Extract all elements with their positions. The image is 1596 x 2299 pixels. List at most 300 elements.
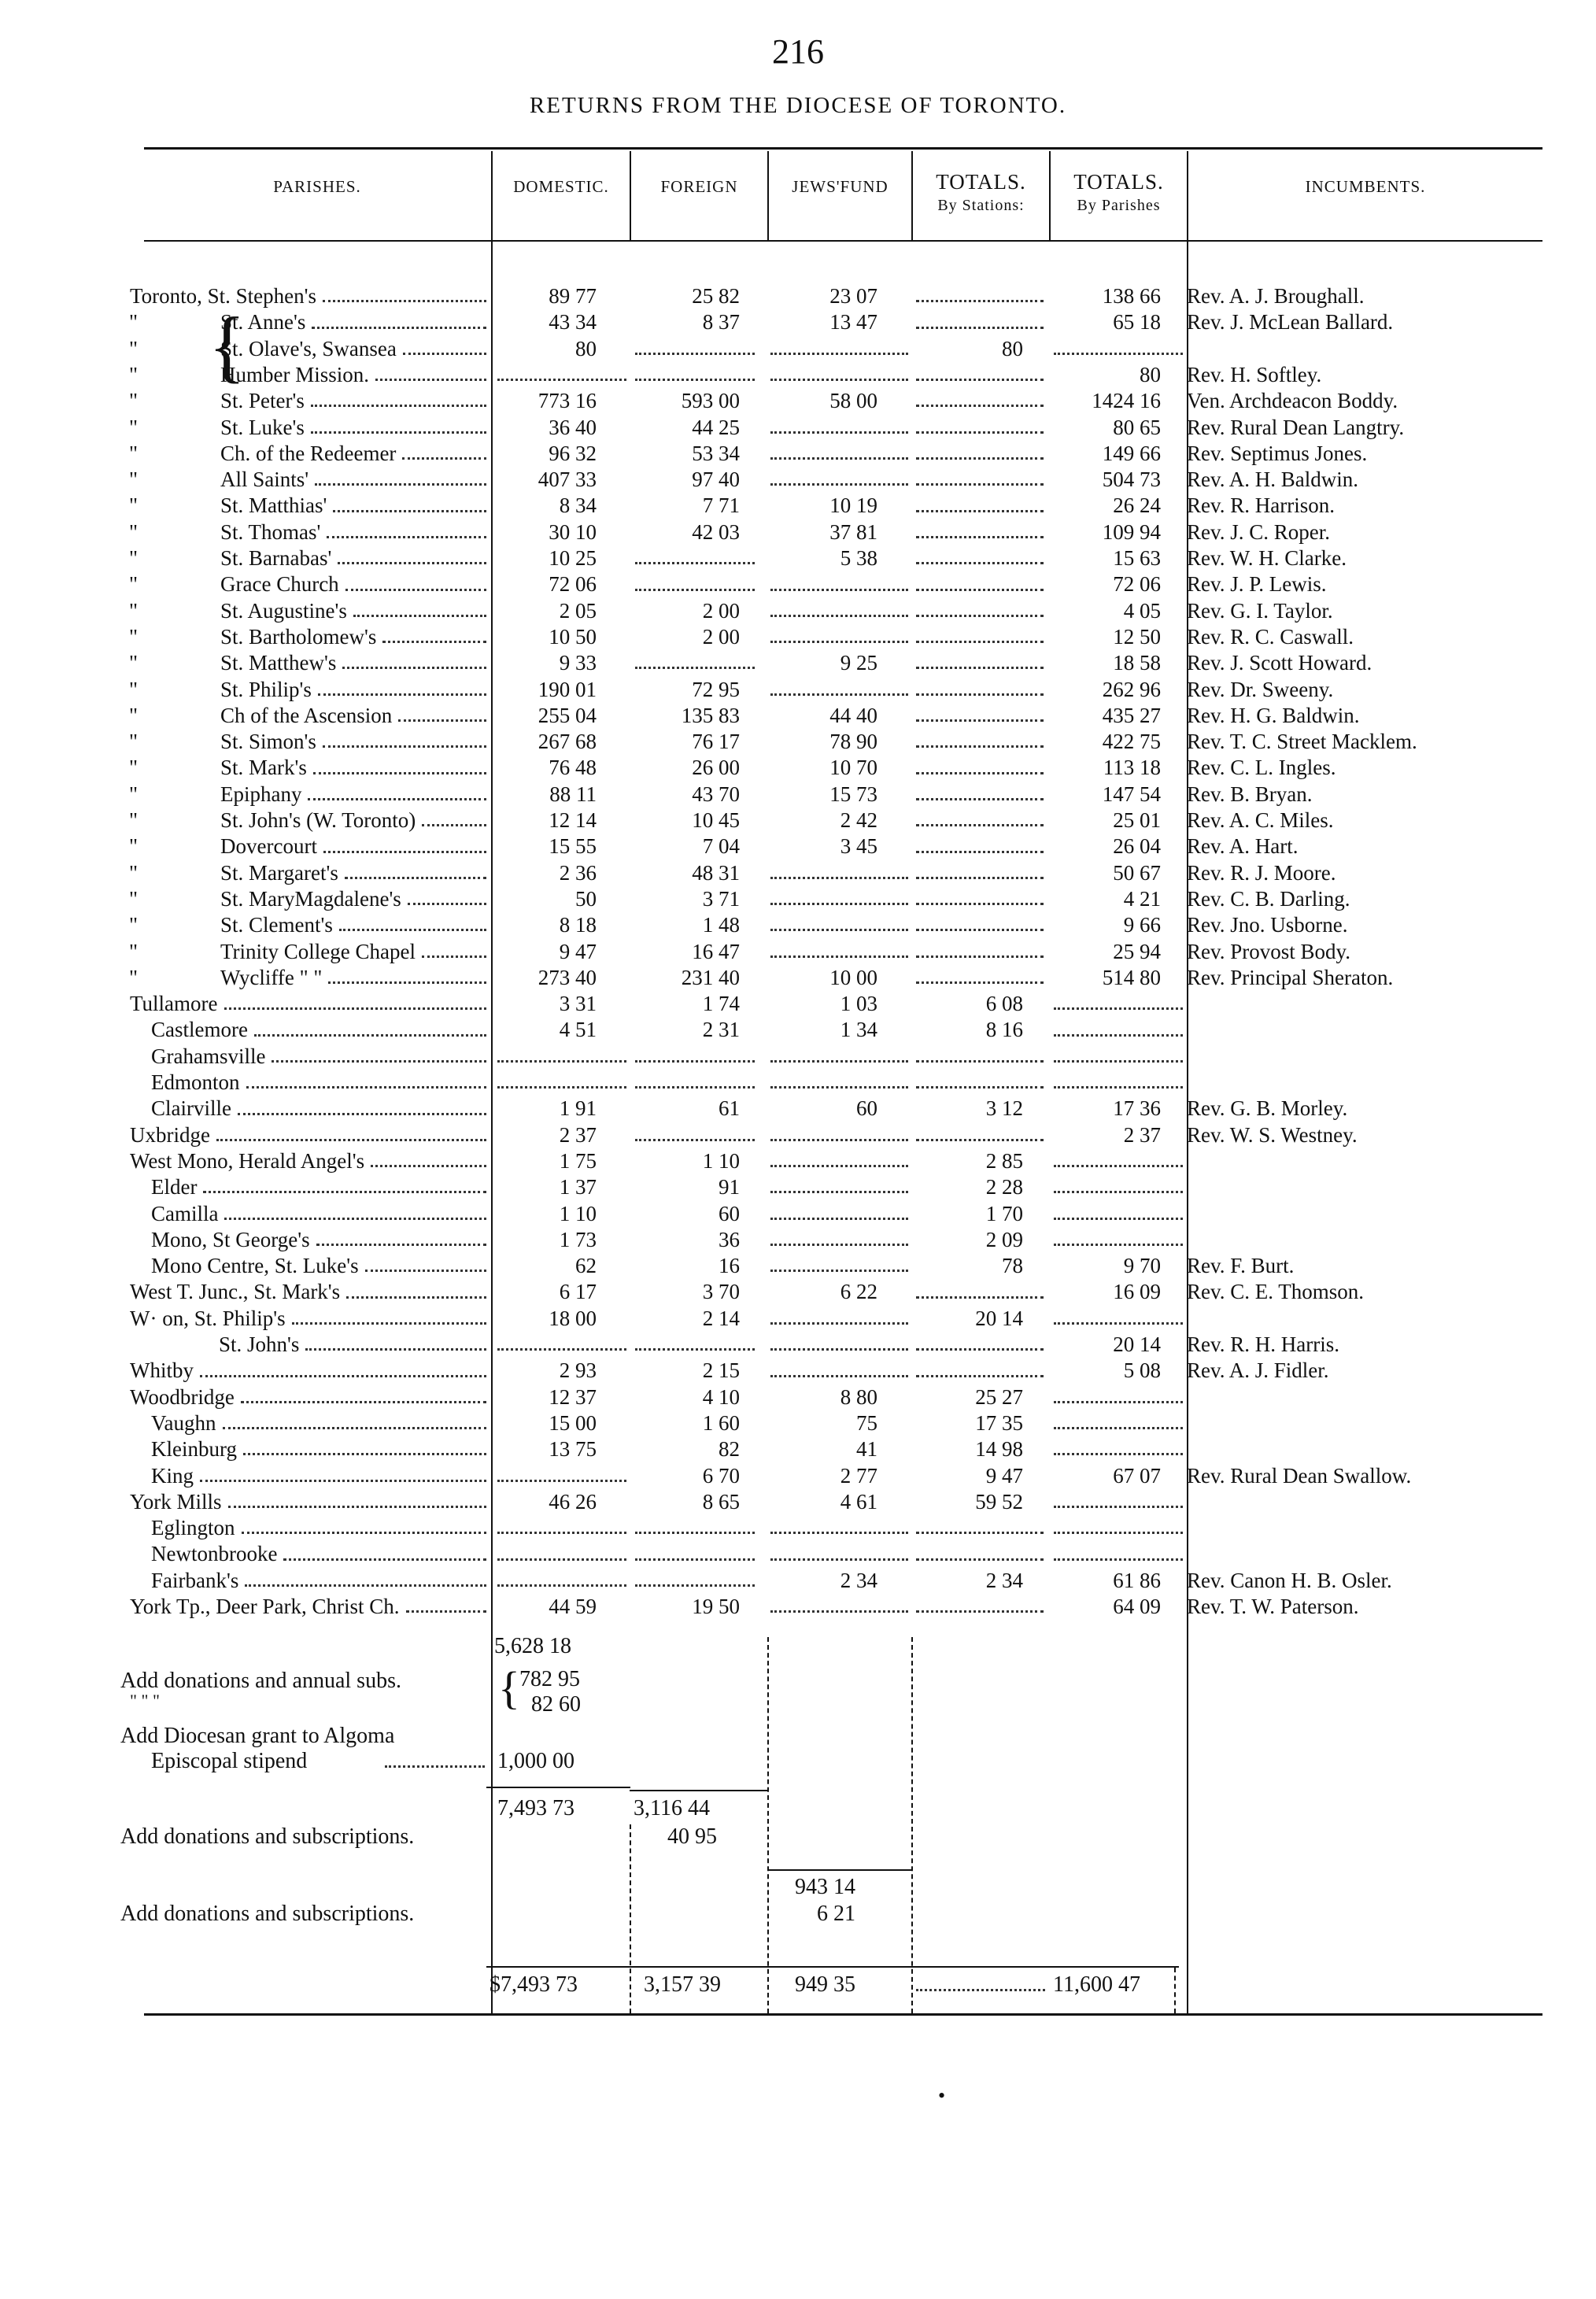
jews-leader [767, 1358, 911, 1384]
header-jews-fund: JEWS'FUND [792, 177, 889, 196]
header-totals-parishes [1051, 170, 1187, 217]
jews-donations-label: Add donations and subscriptions. [120, 1902, 415, 1926]
incumbent-name: Rev. W. S. Westney. [1187, 1122, 1358, 1147]
domestic-value: 12 37 [549, 1384, 597, 1409]
header-totals-parishes-sub: By Parishes [1077, 197, 1161, 214]
parish-name: St. Simon's [220, 730, 316, 754]
header-incumbents: INCUMBENTS. [1305, 177, 1426, 196]
parish-name: York Mills [130, 1489, 222, 1514]
parish-name: St. Philip's [220, 677, 312, 701]
ditto-mark: " [129, 651, 139, 675]
name-leader [308, 309, 490, 335]
foreign-leader [632, 545, 758, 571]
donations-brace: { [498, 1662, 520, 1713]
donations-ditto: " " " [130, 1691, 160, 1710]
foreign-value: 231 40 [681, 965, 740, 989]
name-leader [323, 519, 490, 545]
stations-leader [913, 1594, 1047, 1620]
stations-value: 8 16 [985, 1018, 1023, 1042]
parishes-value: 25 94 [1113, 939, 1161, 963]
foreign-value: 36 [719, 1227, 740, 1251]
parishes-leader [1051, 1044, 1186, 1070]
table-row [0, 1070, 1596, 1096]
table-row [0, 1568, 1596, 1594]
foreign-value: 53 34 [692, 441, 740, 465]
stations-value: 20 14 [975, 1306, 1023, 1330]
name-leader [238, 1384, 490, 1410]
stations-value: 78 [1002, 1254, 1023, 1278]
incumbent-name: Rev. R. C. Caswall. [1187, 624, 1354, 649]
domestic-leader [494, 1515, 630, 1541]
parish-name: St. Bartholomew's [220, 624, 377, 649]
foreign-value: 48 31 [692, 860, 740, 885]
table-row [0, 1489, 1596, 1515]
foreign-value: 593 00 [681, 389, 740, 413]
parishes-value: 26 24 [1113, 493, 1161, 518]
stations-leader [913, 833, 1047, 859]
foreign-value: 1 48 [702, 913, 740, 937]
parish-name: St. Margaret's [220, 860, 338, 885]
top-rule [144, 147, 1542, 150]
name-leader [302, 1332, 490, 1358]
parishes-leader [1051, 1384, 1186, 1410]
ditto-mark: " [129, 468, 139, 492]
jews-leader [767, 886, 911, 912]
jews-value: 10 70 [829, 756, 877, 780]
table-row [0, 336, 1596, 362]
table-row [0, 677, 1596, 703]
table-row [0, 1332, 1596, 1358]
table-row [0, 545, 1596, 571]
foreign-value: 3 71 [702, 886, 740, 911]
donations-label: Add donations and annual subs. [120, 1669, 401, 1693]
jews-leader [767, 1253, 911, 1279]
parish-name: St. Anne's [220, 310, 306, 335]
group-brace: { [209, 301, 246, 391]
jews-value: 5 38 [840, 546, 877, 570]
jews-leader [767, 1044, 911, 1070]
parishes-leader [1051, 1201, 1186, 1227]
incumbent-name: Rev. G. I. Taylor. [1187, 598, 1333, 623]
parish-name: St. Clement's [220, 913, 333, 937]
name-leader [221, 1201, 490, 1227]
name-leader [289, 1306, 490, 1332]
table-row [0, 283, 1596, 309]
ditto-mark: " [129, 362, 139, 386]
jews-leader [767, 1174, 911, 1200]
incumbent-name: Rev. Provost Body. [1187, 939, 1351, 963]
parishes-value: 9 70 [1123, 1254, 1161, 1278]
name-leader [251, 1017, 490, 1043]
stations-leader [913, 729, 1047, 755]
table-row [0, 624, 1596, 650]
parish-name: Uxbridge [130, 1122, 210, 1147]
name-leader [268, 1044, 490, 1070]
parish-name: Whitby [130, 1358, 194, 1383]
name-leader [200, 1174, 490, 1200]
domestic-value: 9 47 [559, 939, 597, 963]
jews-value: 44 40 [829, 703, 877, 727]
jews-subtotal: 943 14 [795, 1875, 855, 1899]
stations-leader [913, 493, 1047, 519]
foreign-leader [632, 650, 758, 676]
ditto-mark: " [129, 939, 139, 963]
parish-name: Newtonbrooke [151, 1542, 278, 1566]
incumbent-name: Rev. A. Hart. [1187, 834, 1299, 859]
table-row [0, 1122, 1596, 1148]
ditto-mark: " [129, 965, 139, 989]
jews-leader [767, 1227, 911, 1253]
table-row [0, 1384, 1596, 1410]
foreign-leader [632, 1541, 758, 1567]
ditto-mark: " [129, 756, 139, 780]
parishes-leader [1051, 1515, 1186, 1541]
header-foreign: FOREIGN [660, 177, 738, 196]
table-row [0, 1463, 1596, 1489]
parish-name: King [151, 1463, 194, 1488]
incumbent-name: Rev. C. L. Ingles. [1187, 756, 1336, 780]
table-row [0, 1541, 1596, 1567]
jews-value: 8 80 [840, 1384, 877, 1409]
domestic-value: 255 04 [538, 703, 597, 727]
jews-leader [767, 1306, 911, 1332]
parish-name: St. Luke's [220, 415, 305, 439]
jews-leader [767, 441, 911, 467]
ditto-mark: " [129, 782, 139, 806]
stations-leader [913, 1541, 1047, 1567]
domestic-value: 44 59 [549, 1595, 597, 1618]
parish-name: St. Matthew's [220, 651, 337, 675]
table-row [0, 571, 1596, 597]
jews-leader [767, 860, 911, 886]
domestic-value: 30 10 [549, 519, 597, 544]
incumbent-name: Rev. C. E. Thomson. [1187, 1280, 1365, 1304]
foreign-value: 8 37 [702, 310, 740, 335]
ditto-mark: " [129, 415, 139, 439]
name-leader [339, 650, 490, 676]
name-leader [243, 1070, 490, 1096]
stations-value: 59 52 [975, 1489, 1023, 1514]
incumbent-name: Rev. Canon H. B. Osler. [1187, 1568, 1392, 1592]
domestic-value: 12 14 [549, 808, 597, 832]
domestic-value: 1 37 [559, 1175, 597, 1199]
incumbent-name: Rev. R. Harrison. [1187, 493, 1335, 518]
stations-leader [913, 703, 1047, 729]
jews-value: 4 61 [840, 1489, 877, 1514]
incumbent-name: Rev. R. H. Harris. [1187, 1332, 1339, 1356]
table-row [0, 912, 1596, 938]
domestic-value: 15 00 [549, 1410, 597, 1435]
domestic-value: 190 01 [538, 677, 597, 701]
domestic-value: 36 40 [549, 415, 597, 439]
parish-name: All Saints' [220, 468, 309, 492]
foreign-value: 7 71 [702, 493, 740, 518]
parishes-leader [1051, 1436, 1186, 1462]
name-leader [399, 441, 490, 467]
foreign-value: 1 10 [702, 1148, 740, 1173]
name-leader [313, 1227, 490, 1253]
jews-leader [767, 362, 911, 388]
parish-name: Ch of the Ascension [220, 703, 393, 727]
table-row [0, 1358, 1596, 1384]
table-row [0, 415, 1596, 441]
incumbent-name: Rev. Principal Sheraton. [1187, 965, 1394, 989]
parish-name: York Tp., Deer Park, Christ Ch. [130, 1595, 400, 1618]
domestic-value: 1 73 [559, 1227, 597, 1251]
header-totals-stations [913, 170, 1049, 217]
grand-total-foreign: 3,157 39 [644, 1972, 721, 1997]
name-leader [400, 336, 490, 362]
subtotal-domestic: 5,628 18 [494, 1634, 571, 1658]
domestic-value: 46 26 [549, 1489, 597, 1514]
foreign-donations-label: Add donations and subscriptions. [120, 1824, 415, 1849]
grand-total-jews: 949 35 [795, 1972, 855, 1997]
jews-value: 10 19 [829, 493, 877, 518]
jews-value: 60 [856, 1096, 877, 1121]
foreign-value: 82 [719, 1437, 740, 1462]
table-row [0, 729, 1596, 755]
jews-value: 1 03 [840, 992, 877, 1016]
page-speck: • [938, 2084, 946, 2107]
parishes-leader [1051, 991, 1186, 1017]
foreign-value: 76 17 [692, 730, 740, 754]
header-totals-stations-sub: By Stations: [937, 197, 1025, 214]
name-leader [379, 624, 490, 650]
incumbent-name: Rev. G. B. Morley. [1187, 1096, 1348, 1121]
algoma-label-2: Episcopal stipend [151, 1749, 308, 1773]
parishes-value: 61 86 [1113, 1568, 1161, 1592]
domestic-value: 18 00 [549, 1306, 597, 1330]
name-leader [325, 965, 490, 991]
incumbent-name: Rev. H. G. Baldwin. [1187, 703, 1360, 727]
table-row [0, 388, 1596, 414]
parish-name: Camilla [151, 1201, 219, 1225]
stations-leader [913, 782, 1047, 808]
domestic-leader [494, 1044, 630, 1070]
foreign-leader [632, 1568, 758, 1594]
table-row [0, 598, 1596, 624]
name-leader [225, 1489, 490, 1515]
stations-leader [913, 860, 1047, 886]
jews-leader [767, 1201, 911, 1227]
algoma-leader [382, 1749, 488, 1775]
ditto-mark: " [129, 519, 139, 544]
foreign-donations-value: 40 95 [667, 1824, 717, 1849]
parishes-leader [1051, 1148, 1186, 1174]
domestic-value: 8 34 [559, 493, 597, 518]
name-leader [308, 388, 490, 414]
stations-value: 80 [1002, 336, 1023, 360]
stations-leader [913, 1358, 1047, 1384]
foreign-value: 8 65 [702, 1489, 740, 1514]
parishes-value: 422 75 [1102, 730, 1161, 754]
stations-leader [913, 545, 1047, 571]
foreign-value: 26 00 [692, 756, 740, 780]
parish-name: West T. Junc., St. Mark's [130, 1280, 341, 1304]
domestic-value: 96 32 [549, 441, 597, 465]
page-number: 216 [772, 32, 824, 71]
jews-leader [767, 571, 911, 597]
name-leader [343, 1279, 490, 1305]
jews-leader [767, 677, 911, 703]
jews-leader [767, 415, 911, 441]
donation-value-1: 782 95 [519, 1667, 580, 1691]
stations-value: 17 35 [975, 1410, 1023, 1435]
table-row [0, 1306, 1596, 1332]
parishes-leader [1051, 1017, 1186, 1043]
total-rule [486, 1966, 1179, 1968]
parishes-value: 9 66 [1123, 913, 1161, 937]
name-leader [342, 571, 490, 597]
foreign-value: 43 70 [692, 782, 740, 806]
ditto-mark: " [129, 598, 139, 623]
stations-leader [913, 598, 1047, 624]
col-sep-domestic-body [630, 1824, 631, 2013]
parishes-leader [1051, 1070, 1186, 1096]
table-row [0, 755, 1596, 781]
incumbent-name: Rev. J. P. Lewis. [1187, 572, 1327, 597]
foreign-leader [632, 1515, 758, 1541]
foreign-value: 2 00 [702, 624, 740, 649]
table-row [0, 1017, 1596, 1043]
domestic-leader [494, 1332, 630, 1358]
stations-leader [913, 1515, 1047, 1541]
parish-name: Grahamsville [151, 1044, 266, 1068]
ditto-mark: " [129, 572, 139, 597]
ditto-mark: " [129, 913, 139, 937]
parish-name: St. Augustine's [220, 598, 347, 623]
incumbent-name: Rev. Septimus Jones. [1187, 441, 1368, 465]
incumbent-name: Rev. Jno. Usborne. [1187, 913, 1348, 937]
incumbent-name: Rev. F. Burt. [1187, 1254, 1295, 1278]
domestic-value: 2 05 [559, 598, 597, 623]
stations-value: 3 12 [985, 1096, 1023, 1121]
table-row [0, 467, 1596, 493]
stations-leader [913, 939, 1047, 965]
name-leader [334, 545, 490, 571]
foreign-value: 60 [719, 1201, 740, 1225]
col-sep-foreign-body [767, 1637, 769, 2013]
incumbent-name: Rev. A. J. Broughall. [1187, 284, 1365, 308]
stations-value: 9 47 [985, 1463, 1023, 1488]
jews-donations-value: 6 21 [817, 1902, 855, 1926]
stations-leader [913, 415, 1047, 441]
name-leader [320, 833, 490, 859]
parishes-value: 113 18 [1103, 756, 1161, 780]
domestic-value: 89 77 [549, 284, 597, 308]
name-leader [419, 808, 490, 833]
parish-name: Edmonton [151, 1070, 240, 1094]
parish-name: Tullamore [130, 992, 218, 1016]
foreign-value: 10 45 [692, 808, 740, 832]
table-row [0, 650, 1596, 676]
domestic-value: 10 50 [549, 624, 597, 649]
foreign-value: 3 70 [702, 1280, 740, 1304]
jews-leader [767, 1122, 911, 1148]
jews-value: 75 [856, 1410, 877, 1435]
parish-name: St. Olave's, Swansea [220, 336, 397, 360]
incumbent-name: Rev. H. Softley. [1187, 362, 1322, 386]
parishes-value: 149 66 [1102, 441, 1161, 465]
parishes-value: 435 27 [1102, 703, 1161, 727]
foreign-value: 16 [719, 1254, 740, 1278]
parish-name: St. John's (W. Toronto) [220, 808, 416, 832]
incumbent-name: Rev. J. C. Roper. [1187, 519, 1330, 544]
parish-name: Grace Church [220, 572, 339, 597]
name-leader [320, 729, 490, 755]
name-leader [350, 598, 490, 624]
ditto-mark: " [129, 834, 139, 859]
table-row [0, 703, 1596, 729]
table-row [0, 886, 1596, 912]
algoma-label-1: Add Diocesan grant to Algoma [120, 1724, 395, 1748]
foreign-value: 4 10 [702, 1384, 740, 1409]
foreign-leader [632, 571, 758, 597]
incumbent-name: Rev. Rural Dean Langtry. [1187, 415, 1405, 439]
grand-total-right-sep [1174, 1968, 1176, 2013]
domestic-value: 10 25 [549, 546, 597, 570]
incumbent-name: Rev. W. H. Clarke. [1187, 546, 1347, 570]
table-row [0, 1594, 1596, 1620]
name-leader [197, 1463, 490, 1489]
parishes-value: 4 21 [1123, 886, 1161, 911]
name-leader [336, 912, 490, 938]
jews-value: 9 25 [840, 651, 877, 675]
stations-leader [913, 1332, 1047, 1358]
parish-name: Woodbridge [130, 1384, 235, 1409]
domestic-value: 773 16 [538, 389, 597, 413]
domestic-value: 9 33 [559, 651, 597, 675]
incumbent-name: Rev. C. B. Darling. [1187, 886, 1350, 911]
foreign-value: 1 60 [702, 1410, 740, 1435]
stations-value: 1 70 [985, 1201, 1023, 1225]
parishes-value: 109 94 [1102, 519, 1161, 544]
jews-value: 3 45 [840, 834, 877, 859]
table-row [0, 965, 1596, 991]
foreign-leader [632, 362, 758, 388]
parishes-value: 64 09 [1113, 1595, 1161, 1618]
stations-leader [913, 965, 1047, 991]
name-leader [280, 1541, 490, 1567]
stations-leader [913, 755, 1047, 781]
parishes-value: 262 96 [1102, 677, 1161, 701]
subtotal-rule-domestic [486, 1787, 630, 1788]
ditto-mark: " [129, 677, 139, 701]
jews-value: 23 07 [829, 284, 877, 308]
domestic-value: 1 91 [559, 1096, 597, 1121]
table-row [0, 991, 1596, 1017]
domestic-value: 1 75 [559, 1148, 597, 1173]
domestic-value: 3 31 [559, 992, 597, 1016]
name-leader [197, 1358, 490, 1384]
parish-name: Vaughn [151, 1410, 216, 1435]
stations-leader [913, 808, 1047, 833]
stations-value: 6 08 [985, 992, 1023, 1016]
name-leader [238, 1515, 490, 1541]
table-row [0, 808, 1596, 833]
incumbent-name: Rev. A. C. Miles. [1187, 808, 1334, 832]
parishes-value: 514 80 [1102, 965, 1161, 989]
name-leader [242, 1568, 490, 1594]
jews-leader [767, 939, 911, 965]
parishes-value: 504 73 [1102, 468, 1161, 492]
domestic-value: 43 34 [549, 310, 597, 335]
jews-value: 2 42 [840, 808, 877, 832]
table-row [0, 1436, 1596, 1462]
ditto-mark: " [129, 336, 139, 360]
stations-value: 25 27 [975, 1384, 1023, 1409]
parishes-leader [1051, 1174, 1186, 1200]
